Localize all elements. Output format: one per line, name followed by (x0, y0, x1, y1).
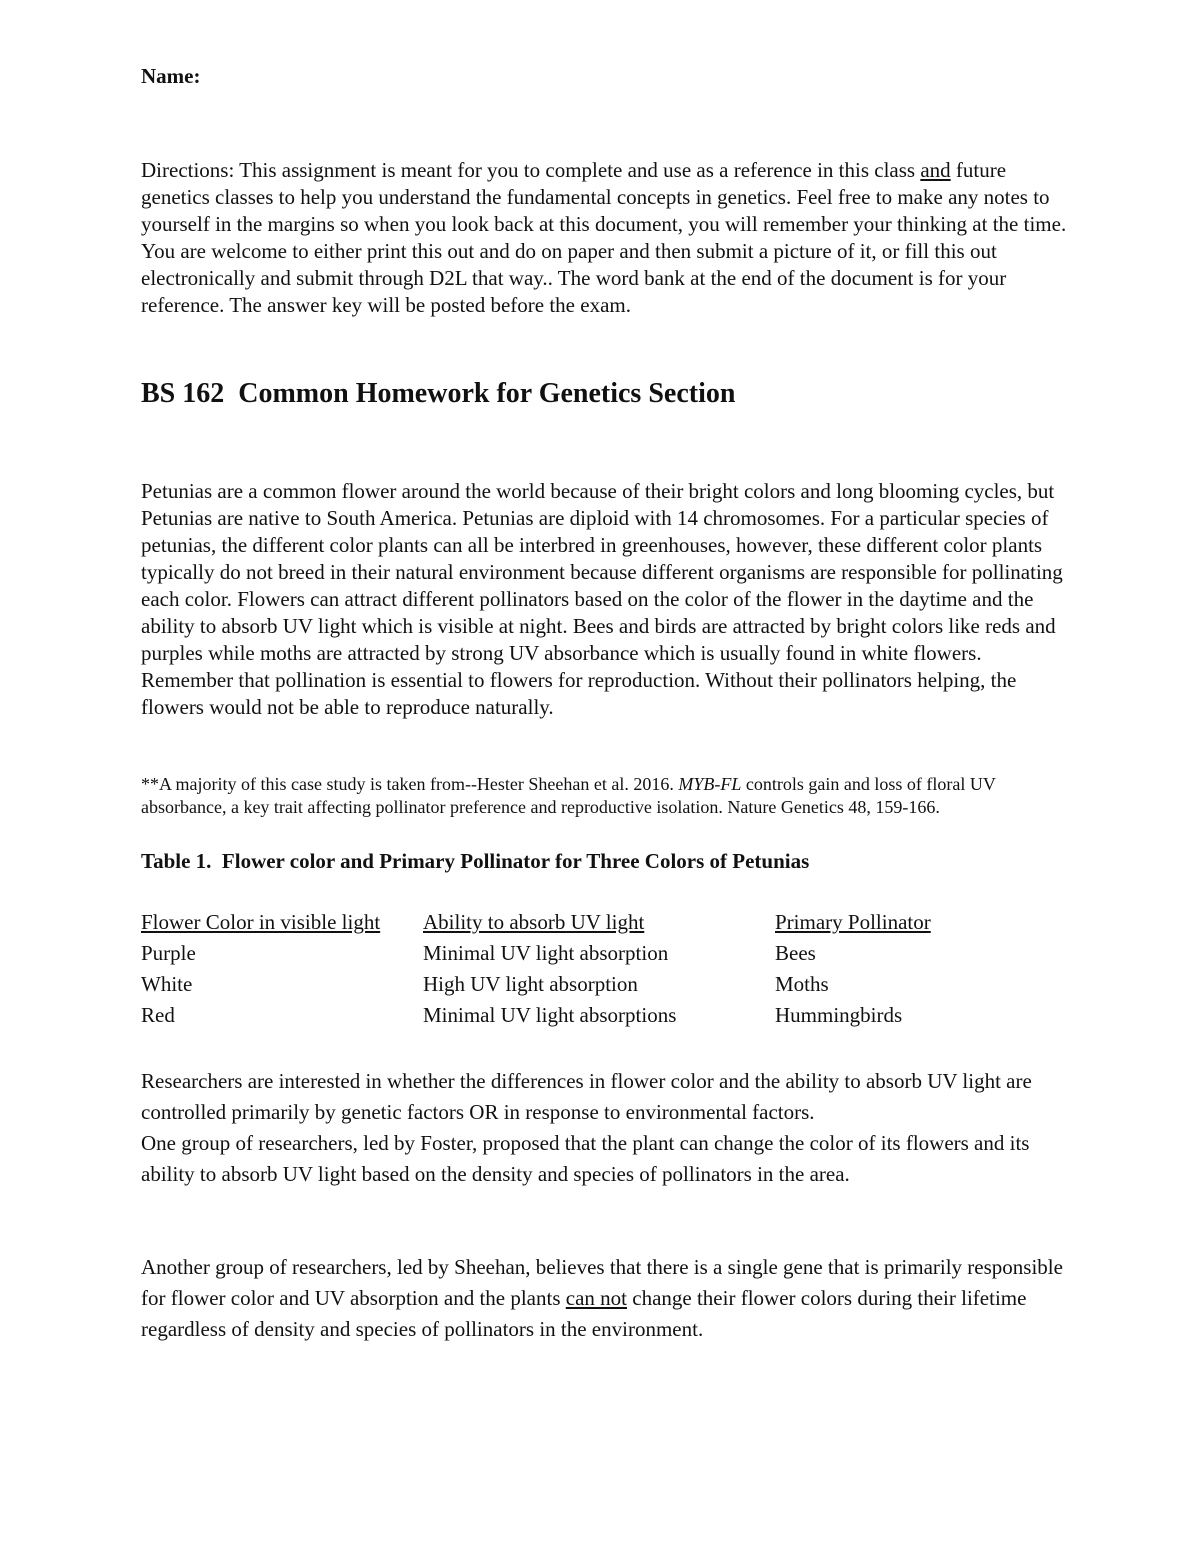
table-header-row (141, 910, 975, 941)
table-row (141, 972, 975, 1003)
sheehan-hypothesis-paragraph (141, 1252, 1071, 1345)
cell-flower-color: White (141, 972, 193, 996)
table-row (141, 941, 975, 972)
cell-uv-absorption: Minimal UV light absorptions (423, 1003, 677, 1027)
citation-gene-name: MYB-FL (678, 774, 742, 794)
foster-hypothesis-text: One group of researchers, led by Foster, proposed that the plant can change the color of its flowers and its ability to absorb UV light based on the density and species of pollinators in the area. (141, 1131, 1030, 1186)
cell-uv-absorption: Minimal UV light absorption (423, 941, 669, 965)
directions-text-end: future genetics classes to help you understand the fundamental concepts in genetics. Feel free to make any notes to yourself in the margins so when you look back at this document, you will remember your thinking at the time. You are welcome to either print this out and do on paper and then submit a picture of it, or fill this out electronically and submit through D2L that way.. The word bank at the end of the document is for your reference. The answer key will be posted before the exam. (141, 158, 1067, 317)
flower-pollinator-table (141, 910, 975, 1034)
header-primary-pollinator: Primary Pollinator (775, 910, 931, 934)
page-title: BS 162 Common Homework for Genetics Section (141, 378, 736, 409)
citation-note (141, 773, 1071, 819)
cell-flower-color: Purple (141, 941, 196, 965)
table-row (141, 1003, 975, 1034)
research-paragraph (141, 1066, 1071, 1190)
sheehan-text-start: Another group of researchers, led by Sheehan, believes that there is a single gene that is primarily responsible for flower color and UV absorption and the plants (141, 1255, 1063, 1310)
research-intro-text: Researchers are interested in whether the differences in flower color and the ability to absorb UV light are controlled primarily by genetic factors OR in response to environmental factors. (141, 1069, 1032, 1124)
sheehan-text-end: change their flower colors during their lifetime regardless of density and species of pollinators in the environment. (141, 1286, 1027, 1341)
citation-text-end: controls gain and loss of floral UV absorbance, a key trait affecting pollinator preference and reproductive isolation. Nature Genetics 48, 159-166. (141, 774, 996, 817)
cell-pollinator: Moths (775, 972, 829, 996)
directions-text-start: Directions: This assignment is meant for you to complete and use as a reference in this class (141, 158, 921, 182)
directions-paragraph (141, 157, 1071, 319)
table-caption: Table 1. Flower color and Primary Pollinator for Three Colors of Petunias (141, 849, 810, 873)
name-label: Name: (141, 64, 201, 88)
sheehan-underlined-phrase: can not (565, 1286, 627, 1310)
header-flower-color: Flower Color in visible light (141, 910, 381, 934)
intro-paragraph: Petunias are a common flower around the world because of their bright colors and long blooming cycles, but Petunias are native to South America. Petunias are diploid with 14 chromosomes. For a particular species of petunias, the different color plants can all be interbred in greenhouses, however, these different color plants typically do not breed in their natural environment because different organisms are responsible for pollinating each color. Flowers can attract different pollinators based on the color of the flower in the daytime and the ability to absorb UV light which is visible at night. Bees and birds are attracted by bright colors like reds and purples while moths are attracted by strong UV absorbance which is usually found in white flowers. Remember that pollination is essential to flowers for reproduction. Without their pollinators helping, the flowers would not be able to reproduce naturally. (141, 479, 1063, 719)
cell-flower-color: Red (141, 1003, 175, 1027)
cell-pollinator: Bees (775, 941, 816, 965)
citation-text-start: **A majority of this case study is taken from--Hester Sheehan et al. 2016. (141, 774, 679, 794)
cell-pollinator: Hummingbirds (775, 1003, 903, 1027)
directions-underlined-word: and (920, 158, 951, 182)
header-uv-absorption: Ability to absorb UV light (423, 910, 645, 934)
cell-uv-absorption: High UV light absorption (423, 972, 638, 996)
